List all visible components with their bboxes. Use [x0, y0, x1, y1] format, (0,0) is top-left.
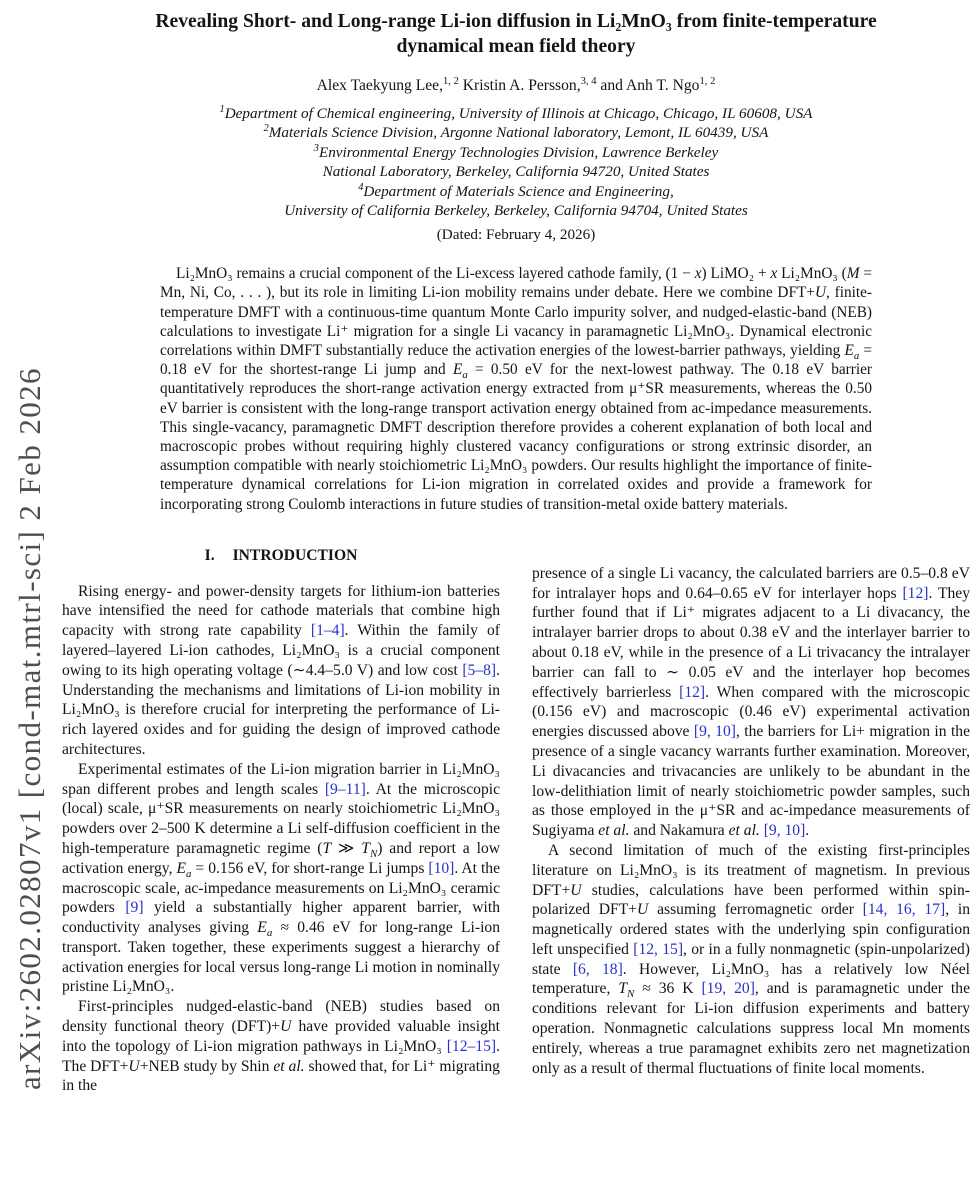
- text-run: Alex Taekyung Lee,: [316, 76, 443, 94]
- superscript: 2: [263, 123, 269, 135]
- paper-header: [62, 0, 970, 244]
- text-run: University of California Berkeley, Berkeley, California 94704, United States: [284, 202, 748, 220]
- affiliation-line: [62, 123, 970, 142]
- text-run: . Understanding the mechanisms and limitations of Li-ion mobility in Li₂MnO₃ is therefore crucial for interpreting the performance of Li-rich layered oxides and for guiding the design of improved cathode architectures.: [62, 661, 500, 758]
- superscript: 3: [313, 142, 319, 154]
- citation-link[interactable]: [1–4]: [310, 622, 345, 640]
- left-column: [62, 538, 500, 1097]
- subscript: a: [266, 927, 273, 940]
- paragraph: [62, 760, 500, 998]
- arxiv-watermark: arXiv:2602.02807v1 [cond-mat.mtrl-sci] 2 Feb 2026: [12, 367, 47, 1090]
- left-column-text: [62, 582, 500, 1097]
- text-run: et al.: [273, 1057, 305, 1075]
- affiliation-block: [62, 104, 970, 244]
- paragraph: [62, 582, 500, 760]
- text-run: , the barriers for Li+ migration in the presence of a single vacancy warrants further examination. Moreover, Li divacancies and trivacancies are unlikely to be abundant in the low-delithiation limit of nearly stoichiometric powder samples, such as those employed in the μ⁺SR and ac-impedance measurements of Sugiyama: [532, 723, 970, 840]
- text-run: . The DFT+: [62, 1037, 500, 1075]
- superscript: 1, 2: [443, 75, 459, 87]
- affiliation-line: [62, 143, 970, 162]
- text-run: Rising energy- and power-density targets for lithium-ion batteries have intensified the need for cathode materials that combine high capacity with strong rate capability: [62, 582, 500, 640]
- text-run: National Laboratory, Berkeley, California 94720, United States: [322, 163, 710, 181]
- text-run: x: [694, 265, 702, 283]
- paragraph: [532, 564, 970, 841]
- text-run: = 0.50 eV for the next-lowest pathway. The 0.18 eV barrier quantitatively reproduces the short-range activation energy extracted from μ⁺SR measurements, whereas the 0.50 eV barrier is consistent with the long-range transport activation energy obtained from ac-impedance measurements. This single-vacancy, paramagnetic DMFT description therefore provides a coherent explanation of both local and macroscopic probes without requiring highly clustered vacancy configurations or strong extrinsic disorder, an assumption compatible with nearly stoichiometric Li₂MnO₃ powders. Our results highlight the importance of finite-temperature dynamical correlations for Li-ion migration in correlated oxides and provide a framework for incorporating strong Coulomb interactions in future studies of transition-metal oxide battery materials.: [160, 361, 872, 513]
- text-run: U: [570, 881, 582, 899]
- abstract: [160, 264, 872, 514]
- right-column: [532, 538, 970, 1097]
- paper-title-line-1: Revealing Short- and Long-range Li-ion diffusion in Li₂MnO₃ from finite-temperature: [155, 11, 877, 32]
- text-run: Li₂MnO₃ remains a crucial component of the Li-excess layered cathode family, (1 −: [176, 265, 695, 283]
- text-run: et al.: [728, 822, 760, 840]
- text-run: Experimental estimates of the Li-ion migration barrier in Li₂MnO₃ span different probes and length scales: [62, 760, 500, 798]
- text-run: Materials Science Division, Argonne National laboratory, Lemont, IL 60439, USA: [268, 124, 769, 142]
- text-run: E: [452, 361, 463, 379]
- citation-link[interactable]: [5–8]: [462, 661, 497, 679]
- text-run: x: [770, 265, 778, 283]
- text-run: M: [846, 265, 860, 283]
- text-run: +NEB study by Shin: [139, 1057, 274, 1075]
- superscript: 3, 4: [580, 75, 597, 87]
- subscript: a: [186, 867, 192, 880]
- text-run: ) and report a low activation energy,: [62, 839, 500, 877]
- text-run: ) LiMO₂ +: [701, 265, 771, 283]
- citation-link[interactable]: [12]: [679, 683, 706, 701]
- text-run: = 0.156 eV, for short-range Li jumps: [191, 859, 429, 877]
- citation-link[interactable]: [6, 18]: [572, 960, 623, 978]
- citation-link[interactable]: [12]: [902, 584, 929, 602]
- text-run: T: [618, 980, 627, 998]
- text-run: ≈ 0.46 eV for long-range Li-ion transport. Taken together, these experiments suggest a hierarchy of activation energies for local versus long-range Li motion in nominally pristine Li₂MnO₃.: [62, 919, 501, 996]
- section-number: I.: [204, 546, 215, 564]
- citation-link[interactable]: [19, 20]: [701, 980, 755, 998]
- text-run: U: [814, 284, 826, 302]
- text-run: . At the microscopic (local) scale, μ⁺SR measurements on nearly stoichiometric Li₂MnO₃ powders over 2–500 K determine a Li self-diffusion coefficient in the high-temperature paramagnetic regime (: [62, 780, 500, 857]
- text-run: studies, calculations have been performed within spin-polarized DFT+: [532, 881, 970, 919]
- text-run: A second limitation of much of the existing first-principles literature on Li₂MnO₃ is its treatment of magnetism. In previous DFT+: [532, 841, 970, 899]
- citation-link[interactable]: [12, 15]: [633, 940, 684, 958]
- subscript: N: [369, 848, 378, 861]
- text-run: Kristin A. Persson,: [458, 76, 581, 94]
- subscript: N: [627, 988, 635, 1001]
- citation-link[interactable]: [9, 10]: [763, 822, 806, 840]
- affiliation-line: [62, 182, 970, 201]
- paper-content: [62, 0, 970, 1096]
- paragraph: [160, 264, 872, 514]
- citation-link[interactable]: [14, 16, 17]: [862, 901, 946, 919]
- text-run: E: [257, 919, 267, 937]
- text-run: Department of Materials Science and Engineering,: [363, 182, 674, 200]
- text-run: , in magnetically ordered states with the underlying spin configuration left unspecified: [532, 901, 970, 958]
- text-run: = 0.18 eV for the shortest-range Li jump and: [160, 341, 873, 379]
- affiliation-line: [62, 201, 970, 220]
- citation-link[interactable]: [10]: [428, 859, 455, 877]
- text-run: . When compared with the microscopic (0.156 eV) and macroscopic (0.46 eV) experimental activation energies discussed above: [532, 683, 970, 741]
- paper-title-line-2: dynamical mean field theory: [396, 36, 636, 58]
- text-run: E: [176, 859, 186, 877]
- affiliation-line: [62, 104, 970, 123]
- paragraph: [62, 997, 500, 1096]
- text-run: ≈ 36 K: [634, 980, 702, 998]
- text-run: presence of a single Li vacancy, the calculated barriers are 0.5–0.8 eV for intralayer hops and 0.64–0.65 eV for interlayer hops: [532, 564, 970, 602]
- text-run: .: [805, 822, 810, 840]
- text-run: . At the macroscopic scale, ac-impedance measurements on Li₂MnO₃ ceramic powders: [62, 859, 501, 917]
- text-run: , finite-temperature DMFT with a continuous-time quantum Monte Carlo impurity solver, and nudged-elastic-band (NEB) calculations to investigate Li⁺ migration for a single Li vacancy in paramagnetic Li₂MnO₃. Dynamical electronic correlations within DMFT substantially reduce the activation energies of the lowest-barrier pathways, yielding: [160, 284, 872, 359]
- text-run: T: [361, 839, 370, 857]
- text-run: = Mn, Ni, Co, . . . ), but its role in limiting Li-ion mobility remains under debate. Here we combine DFT+: [160, 265, 872, 302]
- subscript: a: [853, 349, 860, 362]
- text-run: , or in a fully nonmagnetic (spin-unpolarized) state: [532, 940, 970, 978]
- citation-link[interactable]: [9]: [125, 899, 144, 917]
- affiliation-line: [62, 162, 970, 181]
- citation-link[interactable]: [9, 10]: [693, 723, 736, 741]
- section-heading-introduction: [62, 546, 500, 566]
- text-run: U: [128, 1057, 140, 1075]
- text-run: and Anh T. Ngo: [596, 76, 700, 94]
- text-run: and Nakamura: [629, 822, 729, 840]
- paragraph: [532, 841, 970, 1079]
- text-run: E: [844, 341, 854, 359]
- text-run: Department of Chemical engineering, University of Illinois at Chicago, Chicago, IL 60608, USA: [224, 104, 813, 122]
- text-run: T: [322, 839, 332, 857]
- text-run: First-principles nudged-elastic-band (NEB) studies based on density functional theory (DFT)+: [62, 998, 500, 1036]
- text-run: have provided valuable insight into the topology of Li-ion migration pathways in Li₂MnO₃: [62, 1018, 500, 1055]
- section-title: INTRODUCTION: [232, 546, 358, 564]
- text-run: . They further found that if Li⁺ migrates adjacent to a Li divacancy, the intralayer barrier drops to about 0.38 eV and the interlayer barrier to about 0.18 eV, while in the presence of a Li trivacancy the intralayer barrier can fall to ∼ 0.05 eV and the interlayer hop becomes effectively barrierless: [532, 584, 970, 701]
- text-run: yield a substantially higher apparent barrier, with conductivity analyses giving: [62, 899, 500, 937]
- text-run: U: [637, 901, 649, 919]
- citation-link[interactable]: [12–15]: [446, 1037, 497, 1055]
- dated-line: (Dated: February 4, 2026): [436, 225, 596, 243]
- text-run: ≫: [331, 839, 362, 857]
- right-column-text: [532, 564, 970, 1079]
- body-columns: [62, 538, 970, 1097]
- text-run: Li₂MnO₃ (: [777, 265, 847, 283]
- text-run: showed that, for Li⁺ migrating in the: [62, 1057, 500, 1095]
- author-line: [62, 77, 970, 95]
- text-run: . However, Li₂MnO₃ has a relatively low Néel temperature,: [532, 960, 970, 998]
- superscript: 4: [358, 181, 364, 193]
- superscript: 1, 2: [699, 75, 716, 87]
- text-run: assuming ferromagnetic order: [648, 901, 863, 919]
- superscript: 1: [219, 103, 225, 115]
- text-run: et al.: [598, 822, 630, 840]
- subscript: a: [462, 369, 468, 382]
- text-run: Environmental Energy Technologies Division, Lawrence Berkeley: [318, 143, 719, 161]
- text-run: , and is paramagnetic under the conditions relevant for Li-ion diffusion experiments and battery operation. Nonmagnetic calculations suppress local Mn moments entirely, whereas a true paramagnet exhibits zero net magnetization only as a result of thermal fluctuations of finite local moments.: [532, 980, 970, 1077]
- text-run: U: [280, 1018, 292, 1036]
- citation-link[interactable]: [9–11]: [324, 780, 366, 798]
- text-run: . Within the family of layered–layered Li-ion cathodes, Li₂MnO₃ is a crucial component owing to its high operating voltage (∼4.4–5.0 V) and low cost: [62, 622, 500, 679]
